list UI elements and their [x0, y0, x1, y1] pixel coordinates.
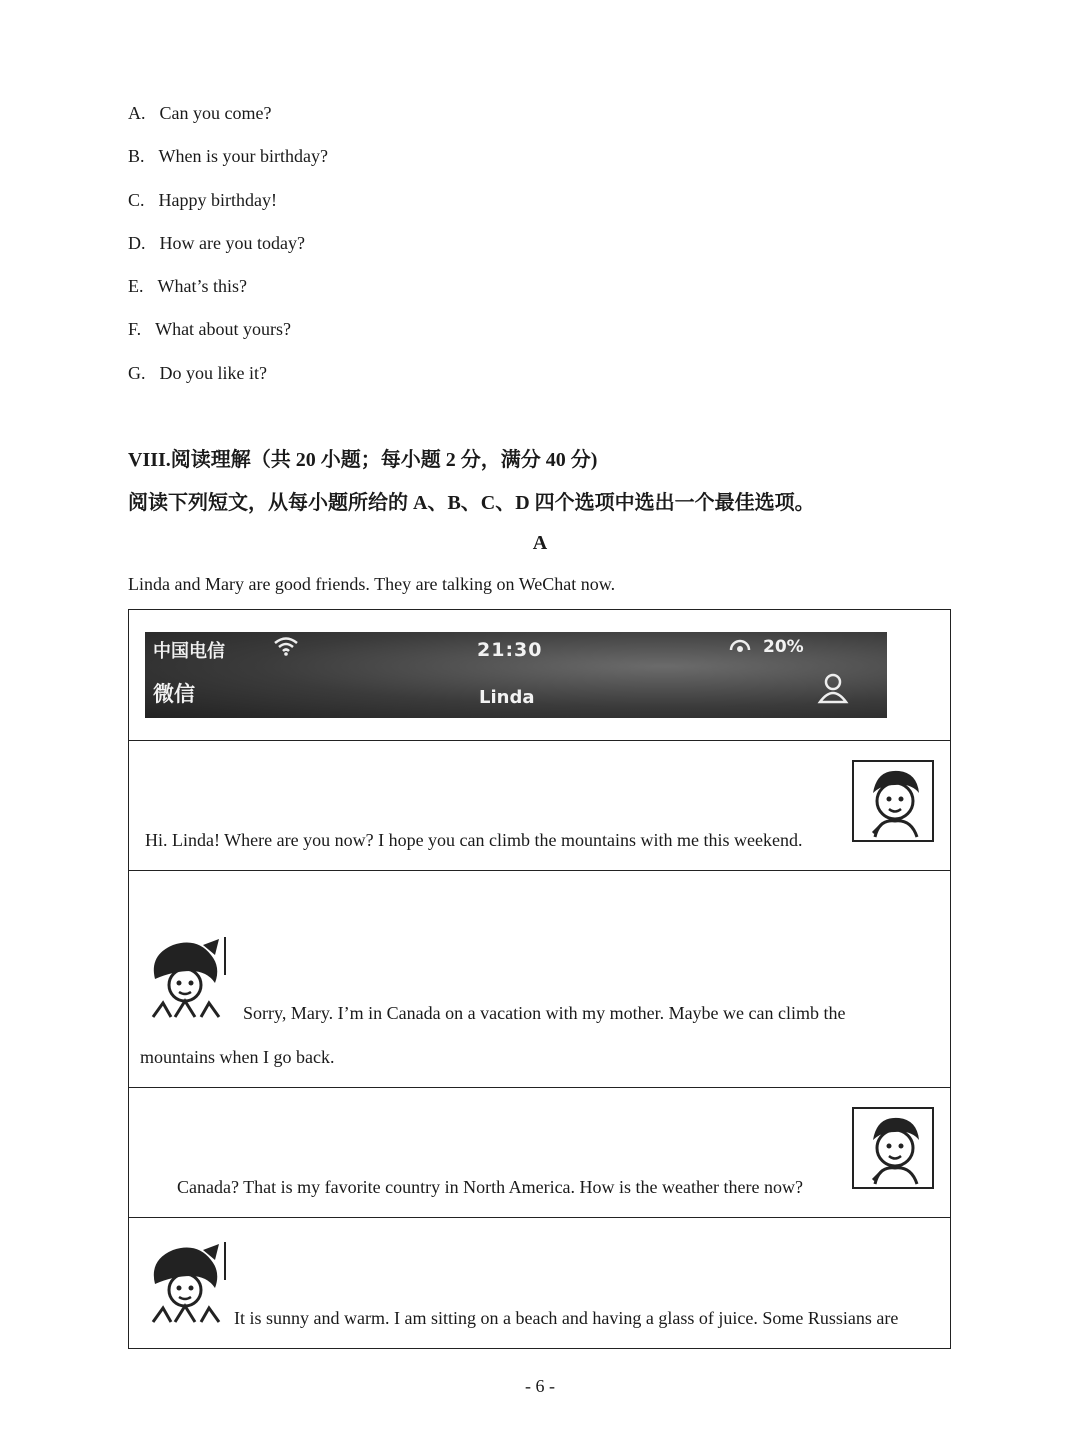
option-letter: G.	[128, 362, 146, 383]
option-letter: D.	[128, 232, 146, 253]
message-text: Hi. Linda! Where are you now? I hope you can climb the mountains with me this weekend.	[145, 830, 803, 850]
phone-status-bar	[145, 632, 887, 718]
linda-avatar-icon	[145, 935, 229, 1019]
wechat-conversation	[128, 609, 951, 1349]
option-b	[128, 141, 328, 184]
carrier-name: 中国电信	[153, 641, 225, 662]
option-text: How are you today?	[159, 232, 305, 253]
message-text: It is sunny and warm. I am sitting on a beach and having a glass of juice. Some Russians are	[234, 1308, 899, 1328]
chat-message	[129, 741, 950, 871]
option-e	[128, 271, 328, 314]
battery-icon	[727, 636, 753, 663]
option-text: What’s this?	[157, 276, 247, 297]
contact-name: Linda	[479, 687, 535, 708]
option-text: Happy birthday!	[158, 189, 277, 210]
person-icon[interactable]	[817, 672, 849, 711]
option-letter: A.	[128, 103, 146, 123]
option-text: Do you like it?	[159, 362, 267, 383]
battery-level: 20%	[763, 637, 804, 657]
option-letter: E.	[128, 276, 144, 297]
wifi-icon	[273, 635, 299, 662]
option-letter: C.	[128, 189, 145, 210]
option-f	[128, 314, 328, 357]
option-text: Can you come?	[159, 103, 272, 123]
message-text-line1: Sorry, Mary. I’m in Canada on a vacation with my mother. Maybe we can climb the	[243, 1003, 846, 1023]
mary-avatar-icon	[851, 759, 935, 843]
option-a	[128, 98, 328, 141]
page-number: - 6 -	[525, 1376, 555, 1396]
passage-label: A	[532, 532, 548, 554]
option-letter: B.	[128, 146, 145, 167]
section-title: VIII.阅读理解（共 20 小题；每小题 2 分，满分 40 分)	[128, 449, 598, 471]
mary-avatar-icon	[851, 1106, 935, 1190]
option-c	[128, 185, 328, 228]
option-text: What about yours?	[155, 319, 292, 340]
linda-avatar-icon	[145, 1240, 229, 1324]
message-text-line2: mountains when I go back.	[140, 1047, 335, 1067]
status-time: 21:30	[477, 639, 543, 661]
option-g	[128, 358, 328, 401]
chat-message	[129, 1218, 950, 1348]
option-text: When is your birthday?	[158, 146, 328, 167]
chat-message	[129, 871, 950, 1088]
chat-header-row	[129, 610, 950, 741]
chat-message	[129, 1088, 950, 1218]
app-name: 微信	[153, 682, 195, 706]
message-text: Canada? That is my favorite country in North America. How is the weather there now?	[177, 1177, 803, 1197]
passage-intro: Linda and Mary are good friends. They are talking on WeChat now.	[128, 574, 616, 594]
section-instruction: 阅读下列短文，从每小题所给的 A、B、C、D 四个选项中选出一个最佳选项。	[128, 492, 815, 514]
answer-options	[128, 98, 328, 401]
option-d	[128, 228, 328, 271]
option-letter: F.	[128, 319, 142, 340]
